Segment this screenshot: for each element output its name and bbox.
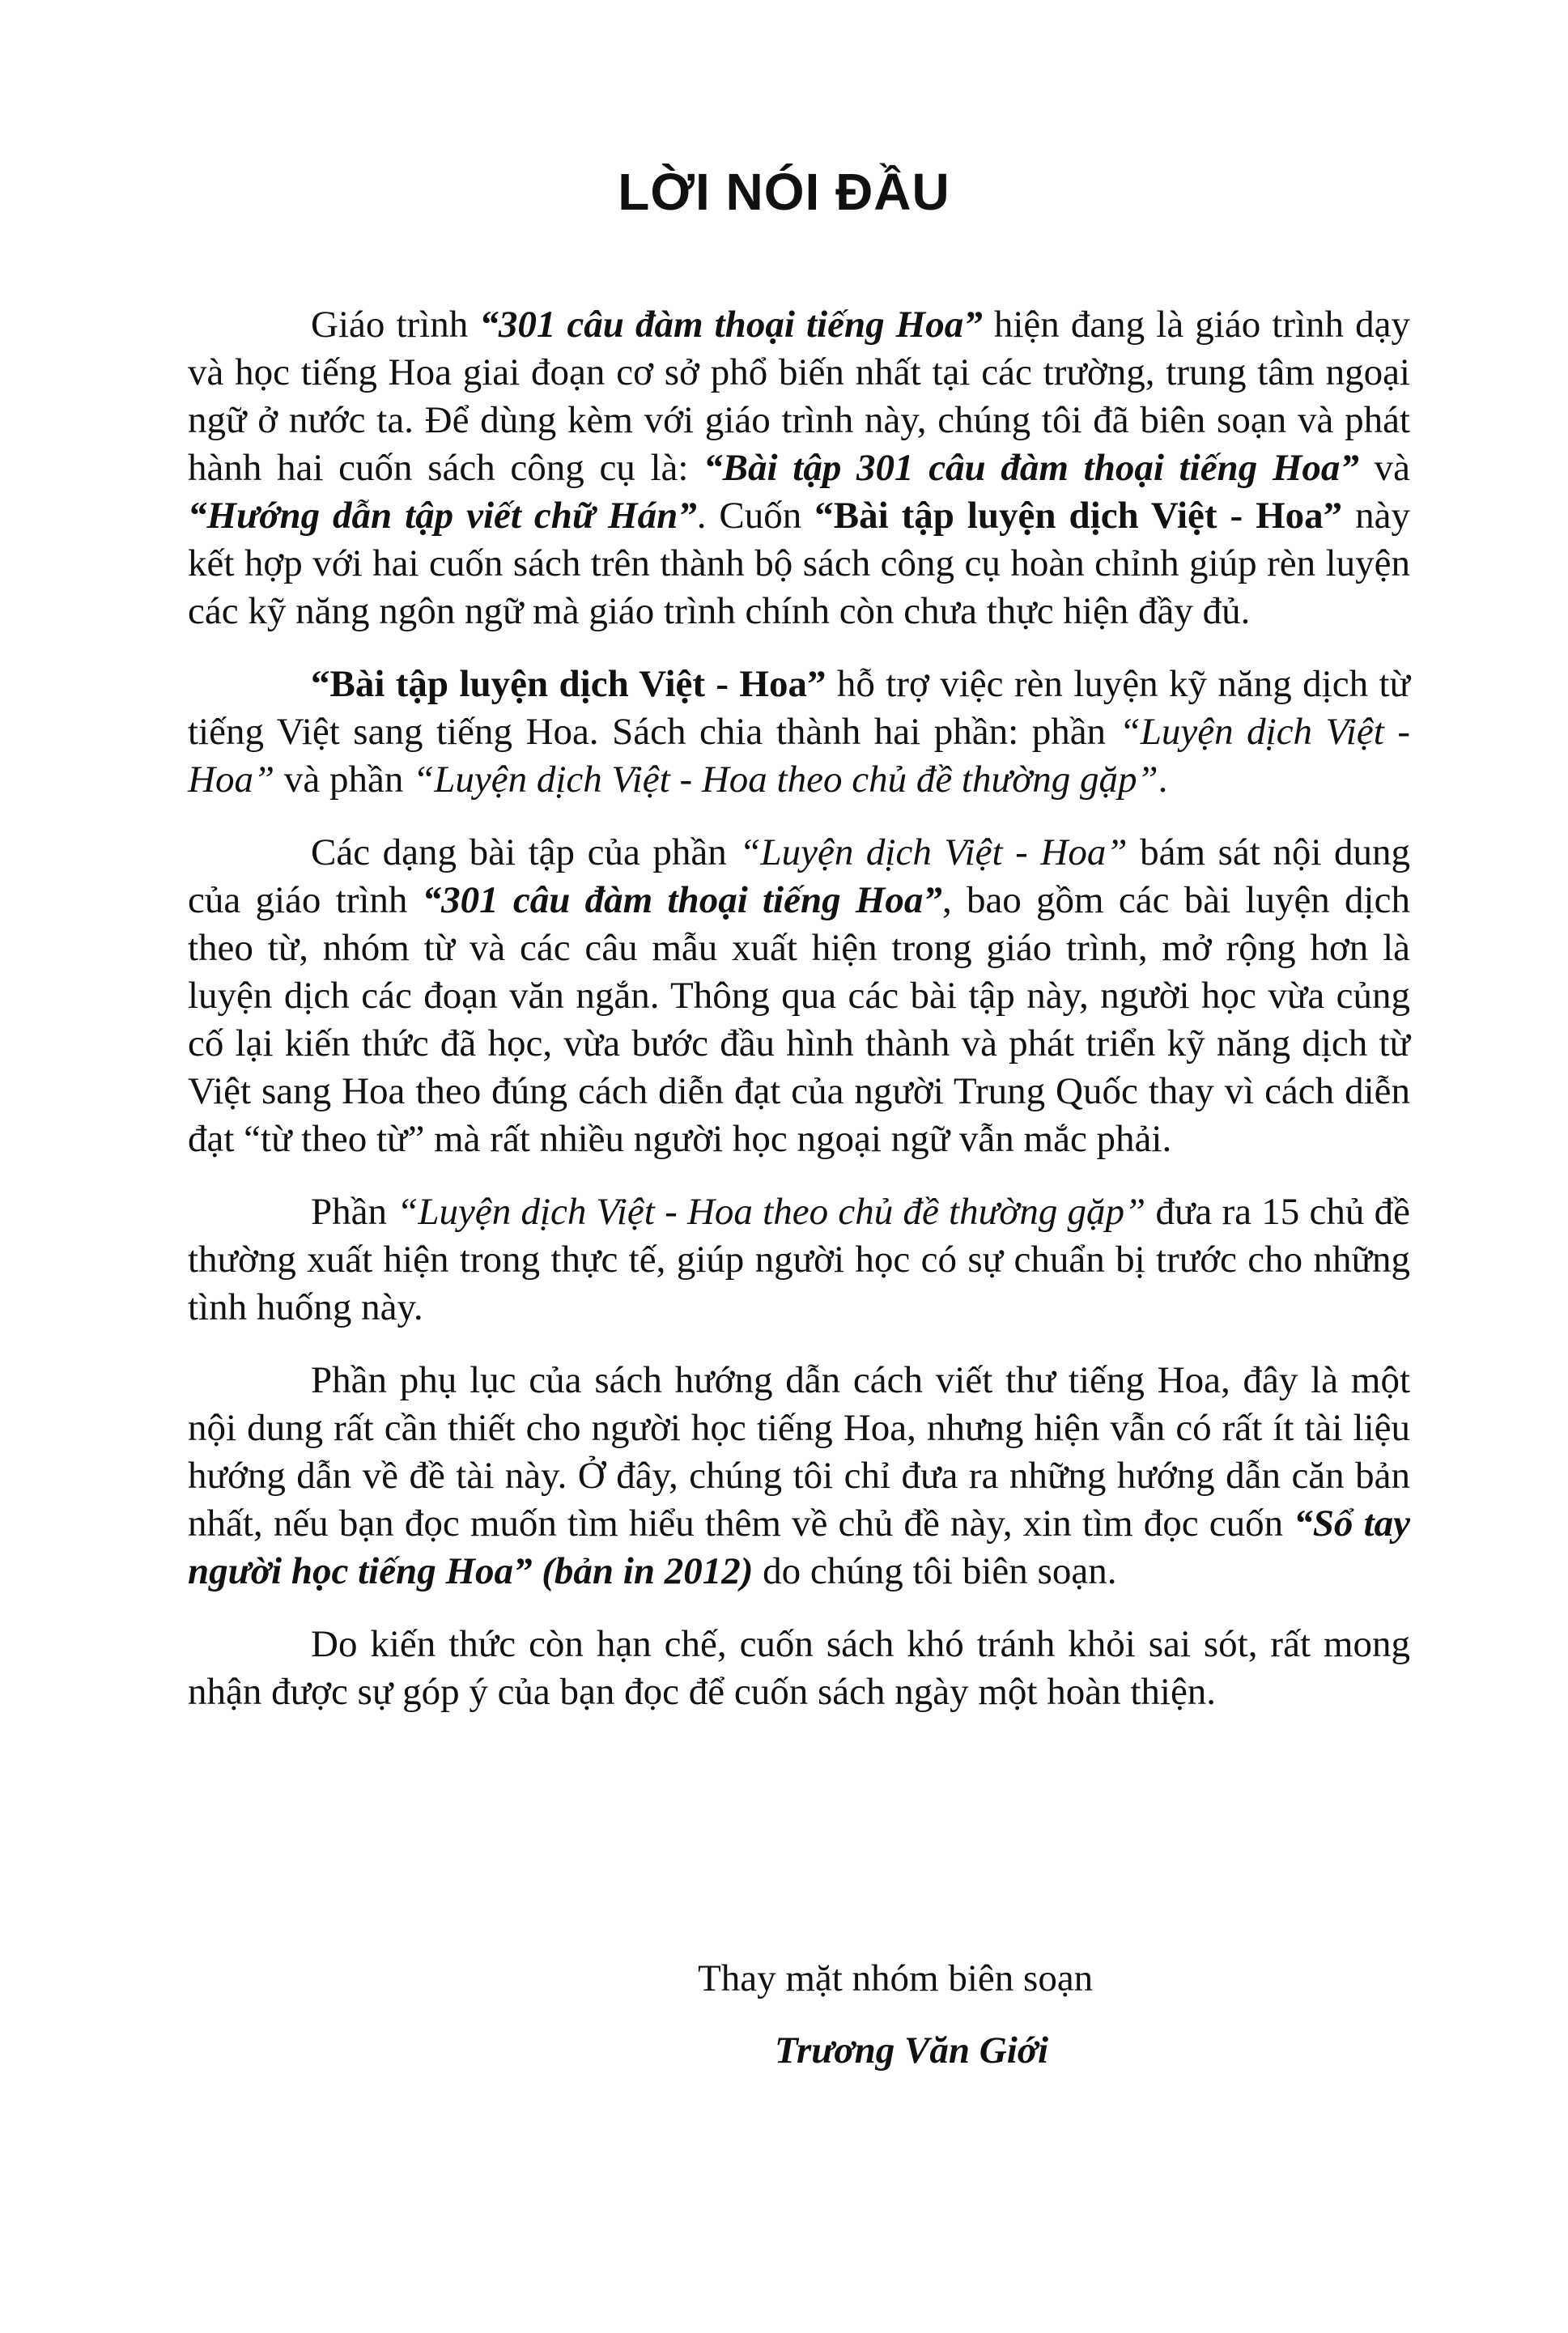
page-title: LỜI NÓI ĐẦU bbox=[618, 163, 950, 221]
paragraph-5 bbox=[188, 1357, 1410, 1596]
paragraph-2 bbox=[188, 661, 1410, 804]
book-title-handbook: “Sổ tay người học tiếng Hoa” (bản in 2012) bbox=[188, 1502, 1410, 1592]
signature-block bbox=[698, 1955, 1093, 2075]
section-title: “Luyện dịch Việt - Hoa theo chủ đề thường gặp” bbox=[397, 1191, 1146, 1233]
paragraph-4 bbox=[188, 1188, 1410, 1332]
text-run: đưa ra 15 chủ đề thường xuất hiện trong thực tế, giúp người học có sự chuẩn bị trước cho những tình huống này. bbox=[188, 1191, 1410, 1328]
text-run: hiện đang là giáo trình dạy và học tiếng Hoa giai đoạn cơ sở phổ biến nhất tại các trường, trung tâm ngoại ngữ ở nước ta. Để dùng kèm với giáo trình này, chúng tôi đã biên soạn và phát hành hai cuốn sách công cụ là: bbox=[188, 304, 1410, 489]
book-title-301: “301 câu đàm thoại tiếng Hoa” bbox=[422, 879, 942, 921]
section-title: “Luyện dịch Việt - Hoa” bbox=[188, 711, 1410, 801]
text-run: , bao gồm các bài luyện dịch theo từ, nhóm từ và các câu mẫu xuất hiện trong giáo trình, mở rộng hơn là luyện dịch các đoạn văn ngắn. Thông qua các bài tập này, người học vừa củng cố lại kiến thức đã học, vừa bước đầu hình thành và phát triển kỹ năng dịch từ Việt sang Hoa theo đúng cách diễn đạt của người Trung Quốc thay vì cách diễn đạt “từ theo từ” mà rất nhiều người học ngoại ngữ vẫn mắc phải. bbox=[188, 879, 1410, 1160]
book-title-exercises: “Bài tập 301 câu đàm thoại tiếng Hoa” bbox=[703, 447, 1359, 489]
text-run: Giáo trình bbox=[311, 304, 480, 346]
paragraph-1 bbox=[188, 301, 1410, 635]
signature-role: Thay mặt nhóm biên soạn bbox=[698, 1957, 1094, 1999]
text-run: Do kiến thức còn hạn chế, cuốn sách khó tránh khỏi sai sót, rất mong nhận được sự góp ý của bạn đọc để cuốn sách ngày một hoàn thiện. bbox=[188, 1623, 1410, 1713]
text-run: hỗ trợ việc rèn luyện kỹ năng dịch từ tiếng Việt sang tiếng Hoa. Sách chia thành hai phần: phần bbox=[188, 663, 1410, 753]
signature-name: Trương Văn Giới bbox=[775, 2029, 1049, 2072]
book-title-translation: “Bài tập luyện dịch Việt - Hoa” bbox=[814, 495, 1343, 537]
text-run: do chúng tôi biên soạn. bbox=[753, 1550, 1117, 1592]
text-run: này kết hợp với hai cuốn sách trên thành bộ sách công cụ hoàn chỉnh giúp rèn luyện các kỹ năng ngôn ngữ mà giáo trình chính còn chưa thực hiện đầy đủ. bbox=[188, 495, 1410, 632]
section-title: “Luyện dịch Việt - Hoa theo chủ đề thường gặp” bbox=[413, 759, 1158, 801]
book-title-writing-guide: “Hướng dẫn tập viết chữ Hán” bbox=[188, 495, 697, 537]
book-title-translation: “Bài tập luyện dịch Việt - Hoa” bbox=[311, 663, 826, 705]
text-run: . bbox=[1158, 759, 1168, 801]
text-run: bám sát nội dung của giáo trình bbox=[188, 831, 1410, 921]
text-run: . Cuốn bbox=[696, 495, 815, 537]
section-title: “Luyện dịch Việt - Hoa” bbox=[739, 831, 1128, 873]
preface-body bbox=[188, 301, 1410, 1741]
text-run: Phần bbox=[311, 1191, 397, 1233]
text-run: Các dạng bài tập của phần bbox=[311, 831, 740, 873]
text-run: Phần phụ lục của sách hướng dẫn cách viết thư tiếng Hoa, đây là một nội dung rất cần thiết cho người học tiếng Hoa, nhưng hiện vẫn có rất ít tài liệu hướng dẫn về đề tài này. Ở đây, chúng tôi chỉ đưa ra những hướng dẫn căn bản nhất, nếu bạn đọc muốn tìm hiểu thêm về chủ đề này, xin tìm đọc cuốn bbox=[188, 1359, 1410, 1545]
paragraph-3 bbox=[188, 829, 1410, 1163]
paragraph-6 bbox=[188, 1621, 1410, 1716]
text-run: và bbox=[1358, 447, 1410, 489]
text-run: và phần bbox=[274, 759, 414, 801]
book-title-301: “301 câu đàm thoại tiếng Hoa” bbox=[479, 304, 983, 346]
